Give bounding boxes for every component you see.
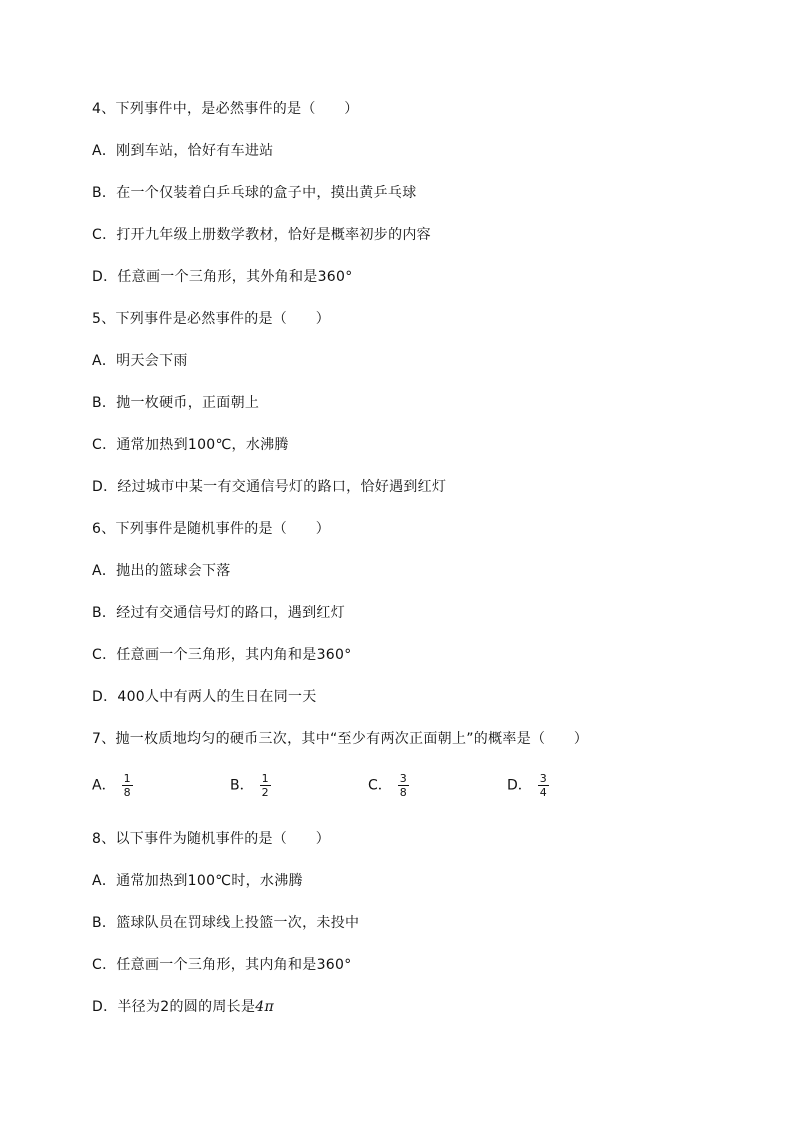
option-label: A． [92, 777, 116, 794]
fraction-denominator: 2 [261, 786, 269, 799]
question-6-option-c: C．任意画一个三角形，其内角和是360° [92, 647, 352, 663]
question-8-option-b: B．篮球队员在罚球线上投篮一次，未投中 [92, 915, 360, 931]
question-7-option-d [507, 772, 549, 799]
question-5-stem: 5、下列事件是必然事件的是（ ） [92, 311, 331, 327]
question-6-option-d: D．400人中有两人的生日在同一天 [92, 689, 317, 705]
question-4-option-b: B．在一个仅装着白乒乓球的盒子中，摸出黄乒乓球 [92, 185, 417, 201]
fraction-numerator: 1 [123, 772, 131, 785]
question-5-option-c: C．通常加热到100℃，水沸腾 [92, 437, 289, 453]
question-4-option-c: C．打开九年级上册数学教材，恰好是概率初步的内容 [92, 227, 431, 243]
question-8-option-a: A．通常加热到100℃时，水沸腾 [92, 873, 303, 889]
option-label: C． [368, 777, 392, 794]
question-5-option-d: D．经过城市中某一有交通信号灯的路口，恰好遇到红灯 [92, 479, 447, 495]
fraction-numerator: 3 [399, 772, 407, 785]
question-5-option-a: A．明天会下雨 [92, 353, 188, 369]
fraction-numerator: 3 [539, 772, 547, 785]
fraction [122, 772, 133, 799]
question-7-option-c [368, 772, 409, 799]
fraction [260, 772, 271, 799]
question-8-option-d [92, 998, 274, 1016]
question-4-stem: 4、下列事件中，是必然事件的是（ ） [92, 101, 359, 117]
question-7-option-a [92, 772, 133, 799]
question-7-option-b [230, 772, 271, 799]
fraction-denominator: 4 [539, 786, 547, 799]
option-label: D． [507, 777, 532, 794]
question-6-option-b: B．经过有交通信号灯的路口，遇到红灯 [92, 605, 346, 621]
math-expression: 4π [255, 999, 275, 1015]
question-8-stem: 8、以下事件为随机事件的是（ ） [92, 831, 331, 847]
question-7-stem: 7、抛一枚质地均匀的硬币三次，其中“至少有两次正面朝上”的概率是（ ） [92, 731, 589, 747]
fraction-denominator: 8 [123, 786, 131, 799]
fraction-numerator: 1 [261, 772, 269, 785]
question-8-option-c: C．任意画一个三角形，其内角和是360° [92, 957, 352, 973]
question-6-stem: 6、下列事件是随机事件的是（ ） [92, 521, 331, 537]
question-4-option-a: A．刚到车站，恰好有车进站 [92, 143, 274, 159]
fraction [538, 772, 549, 799]
fraction [398, 772, 409, 799]
question-5-option-b: B．抛一枚硬币，正面朝上 [92, 395, 260, 411]
option-text: D．半径为2的圆的周长是 [92, 999, 256, 1015]
question-4-option-d: D．任意画一个三角形，其外角和是360° [92, 269, 353, 285]
question-6-option-a: A．抛出的篮球会下落 [92, 563, 231, 579]
fraction-denominator: 8 [399, 786, 407, 799]
option-label: B． [230, 777, 254, 794]
